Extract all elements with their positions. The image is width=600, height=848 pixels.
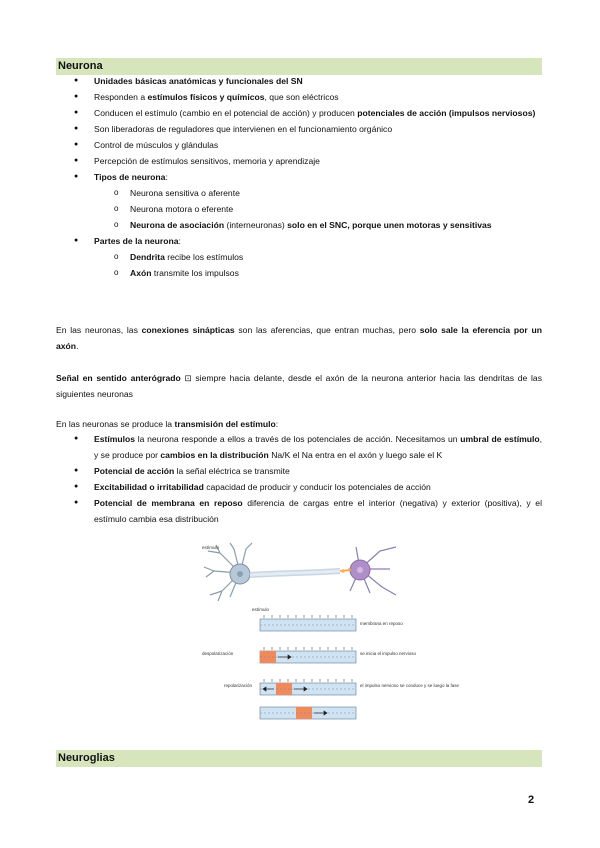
list-item: ● Estímulos la neurona responde a ellos a través de los potenciales de acción. Necesitamos un umbral de estímulo, y se produce por cambios en la distribución Na/K el Na entra en el axón y luego sale el K — [56, 431, 542, 463]
list-item: o Neurona motora o eferente — [94, 201, 542, 217]
neuron-action-potential-figure — [200, 543, 460, 721]
list-item: o Neurona de asociación (interneuronas) solo en el SNC, porque unen motoras y sensitivas — [94, 217, 542, 233]
figure-note-2: se inicia el impulso nervioso — [360, 651, 417, 656]
paragraph-conexiones: En las neuronas, las conexiones sinápticas son las aferencias, que entran muchas, pero solo sale la eferencia por un axón. — [56, 325, 542, 351]
paragraph-anterogrado: Señal en sentido anterógrado ⊡ siempre hacia delante, desde el axón de la neurona anterior hacia las dendritas de las siguientes neuronas — [56, 373, 543, 399]
page-number: 2 — [528, 794, 535, 806]
list-item: ● Potencial de acción la señal eléctrica se transmite — [56, 463, 542, 479]
list-item: ● Son liberadoras de reguladores que intervienen en el funcionamiento orgánico — [56, 121, 542, 137]
membrane-strip-propagation — [260, 707, 356, 719]
figure-note-1: membrana en reposo — [360, 621, 403, 626]
neuron-illustration — [204, 543, 396, 601]
partes-sublist — [94, 249, 542, 281]
neurona-bullet-list — [56, 73, 542, 281]
figure-label-estimulo: estímulo — [252, 607, 270, 612]
figure-note-3: el impulso nervioso se conduce y se luego la fase — [360, 683, 460, 688]
list-item: ● Control de músculos y glándulas — [56, 137, 542, 153]
list-item: ● Excitabilidad o irritabilidad capacidad de producir y conducir los potenciales de acción — [56, 479, 542, 495]
list-item: ● Tipos de neurona: o Neurona sensitiva o aferente o Neurona motora o eferente o Neurona de asociación (interneuronas) solo en el SNC, porque unen motoras y sensitivas — [56, 169, 542, 233]
list-item: ● Potencial de membrana en reposo diferencia de cargas entre el interior (negativa) y exterior (positiva), y el estímulo cambia esa distribución — [56, 495, 542, 527]
section-heading-neuroglias: Neuroglias — [56, 750, 542, 767]
list-item: ● Percepción de estímulos sensitivos, memoria y aprendizaje — [56, 153, 542, 169]
transmision-bullet-list — [56, 431, 542, 527]
figure-label-depolarization: despolarización — [202, 651, 234, 656]
figure-label-estimulo-top: estímulo — [202, 545, 220, 550]
list-item: ● Responden a estímulos físicos y químicos, que son eléctricos — [56, 89, 542, 105]
list-item: ● Unidades básicas anatómicas y funcionales del SN — [56, 73, 542, 89]
figure-label-repolarization: repolarización — [224, 683, 253, 688]
tipos-sublist — [94, 185, 542, 233]
membrane-strip-rest — [260, 619, 356, 631]
membrane-strip-repolarization — [260, 683, 356, 695]
list-item: ● Partes de la neurona: o Dendrita recibe los estímulos o Axón transmite los impulsos — [56, 233, 542, 281]
paragraph-transmision: En las neuronas se produce la transmisión del estímulo: — [56, 419, 279, 429]
membrane-strip-depolarization — [260, 651, 356, 663]
list-item: o Dendrita recibe los estímulos — [94, 249, 542, 265]
list-item: ● Conducen el estímulo (cambio en el potencial de acción) y producen potenciales de acción (impulsos nerviosos) — [56, 105, 542, 121]
list-item: o Axón transmite los impulsos — [94, 265, 542, 281]
list-item: o Neurona sensitiva o aferente — [94, 185, 542, 201]
section-heading-neurona: Neurona — [56, 58, 542, 75]
